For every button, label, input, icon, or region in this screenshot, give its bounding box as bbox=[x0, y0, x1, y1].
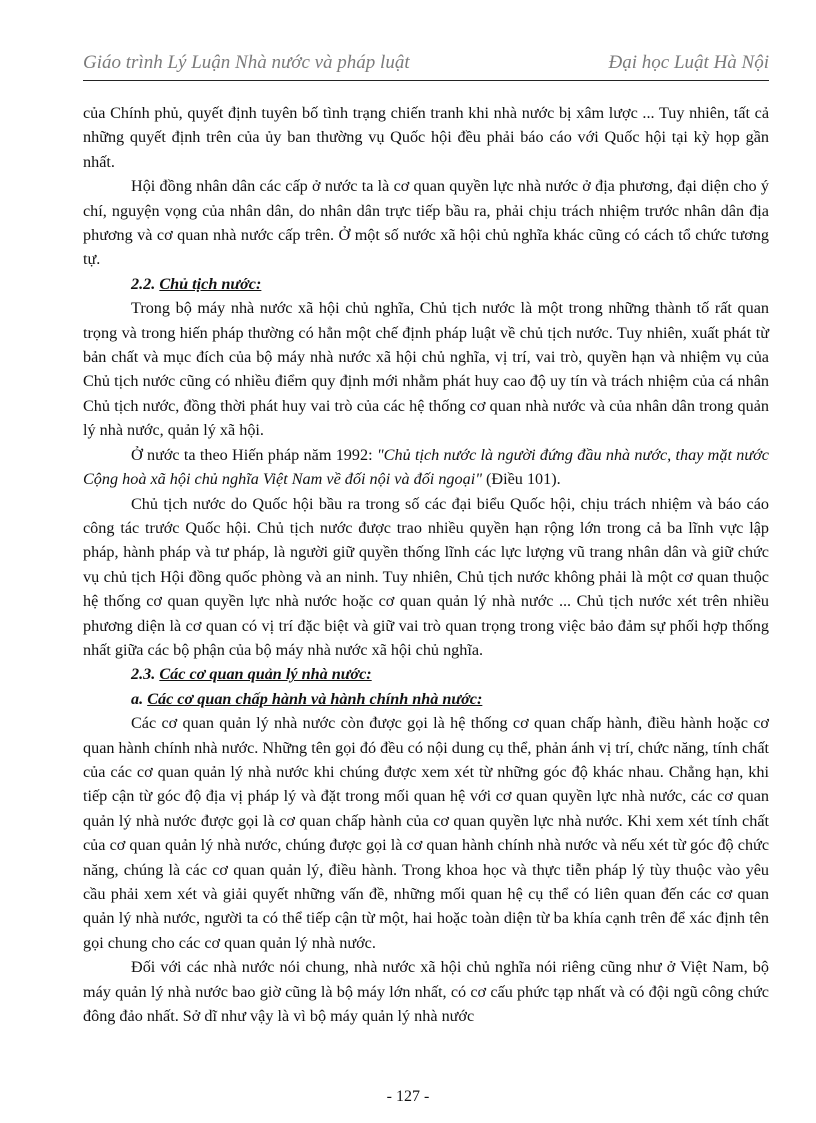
heading-2-3-title: Các cơ quan quản lý nhà nước: bbox=[159, 665, 372, 684]
paragraph-3: Trong bộ máy nhà nước xã hội chủ nghĩa, Chủ tịch nước là một trong những thành tố rất quan trọng và trong hiến pháp thường có hẳn một chế định pháp luật về chủ tịch nước. Tuy nhiên, xuất phát từ bản chất và mục đích của bộ máy nhà nước xã hội chủ nghĩa, vị trí, vai trò, quyền hạn và nhiệm vụ của Chủ tịch nước cũng có nhiều điểm quy định mới nhằm phát huy cao độ uy tín và trách nhiệm của cá nhân Chủ tịch nước, đồng thời phát huy vai trò của các hệ thống cơ quan nhà nước và của nhân dân trong quản lý nhà nước, quản lý xã hội. bbox=[83, 299, 769, 440]
heading-a-title: Các cơ quan chấp hành và hành chính nhà nước: bbox=[147, 689, 483, 708]
paragraph-4-start: Ở nước ta theo Hiến pháp năm 1992: bbox=[131, 445, 377, 464]
running-header bbox=[83, 52, 769, 80]
header-university: Đại học Luật Hà Nội bbox=[608, 52, 769, 73]
paragraph-4-end: (Điều 101). bbox=[482, 470, 561, 489]
heading-2-2-title: Chủ tịch nước: bbox=[159, 274, 262, 293]
heading-2-3 bbox=[83, 662, 769, 686]
heading-2-2-number: 2.2. bbox=[131, 274, 156, 293]
header-course-title: Giáo trình Lý Luận Nhà nước và pháp luật bbox=[83, 52, 410, 73]
constitution-quote: "Chủ tịch nước là người đứng đầu nhà nước, thay mặt nước Cộng hoà xã hội chủ nghĩa Việt Nam về đối nội và đối ngoại" bbox=[83, 445, 769, 489]
paragraph-2: Hội đồng nhân dân các cấp ở nước ta là cơ quan quyền lực nhà nước ở địa phương, đại diện cho ý chí, nguyện vọng của nhân dân, do nhân dân trực tiếp bầu ra, phải chịu trách nhiệm trước nhân dân địa phương và cơ quan nhà nước cấp trên. Ở một số nước xã hội chủ nghĩa khác cũng có cách tổ chức tương tự. bbox=[83, 177, 769, 269]
paragraph-4 bbox=[83, 443, 769, 492]
page-body bbox=[83, 101, 769, 1028]
heading-a-number: a. bbox=[131, 689, 144, 708]
heading-a bbox=[83, 687, 769, 711]
paragraph-6: Các cơ quan quản lý nhà nước còn được gọi là hệ thống cơ quan chấp hành, điều hành hoặc cơ quan hành chính nhà nước. Những tên gọi đó đều có nội dung cụ thể, phản ánh vị trí, chức năng, tính chất của các cơ quan quản lý nhà nước khi chúng được xem xét từ những góc độ khác nhau. Chẳng hạn, khi tiếp cận từ góc độ địa vị pháp lý và đặt trong mối quan hệ với cơ quan quyền lực nhà nước, các cơ quan quản lý nhà nước được gọi là cơ quan chấp hành của cơ quan quyền lực nhà nước. Khi xem xét tính chất của cơ quan quản lý nhà nước, chúng được gọi là cơ quan hành chính nhà nước và nếu xét từ góc độ chức năng, chúng là các cơ quan quản lý, điều hành. Trong khoa học và thực tiễn pháp lý tùy thuộc vào yêu cầu phải xem xét và giải quyết những vấn đề, những mối quan hệ cụ thể có liên quan đến các cơ quan quản lý nhà nước, người ta có thể tiếp cận từ một, hai hoặc toàn diện từ ba khía cạnh trên để xác định tên gọi chung cho các cơ quan quản lý nhà nước. bbox=[83, 714, 769, 952]
paragraph-7: Đối với các nhà nước nói chung, nhà nước xã hội chủ nghĩa nói riêng cũng như ở Việt Nam, bộ máy quản lý nhà nước bao giờ cũng là bộ máy lớn nhất, có cơ cấu phức tạp nhất và có đội ngũ công chức đông đảo nhất. Sở dĩ như vậy là vì bộ máy quản lý nhà nước bbox=[83, 958, 769, 1026]
paragraph-5: Chủ tịch nước do Quốc hội bầu ra trong số các đại biểu Quốc hội, chịu trách nhiệm và báo cáo công tác trước Quốc hội. Chủ tịch nước được trao nhiều quyền hạn rộng lớn trong cả ba lĩnh vực lập pháp, hành pháp và tư pháp, là người giữ quyền thống lĩnh các lực lượng vũ trang nhân dân và giữ chức vụ chủ tịch Hội đồng quốc phòng và an ninh. Tuy nhiên, Chủ tịch nước không phải là một cơ quan thuộc hệ thống cơ quan quyền lực nhà nước hoặc cơ quan quản lý nhà nước ... Chủ tịch nước xét trên nhiều phương diện là cơ quan có vị trí đặc biệt và giữ vai trò quan trọng trong việc bảo đảm sự phối hợp thống nhất giữa các bộ phận của bộ máy nhà nước xã hội chủ nghĩa. bbox=[83, 494, 769, 659]
paragraph-1: của Chính phủ, quyết định tuyên bố tình trạng chiến tranh khi nhà nước bị xâm lược ... Tuy nhiên, tất cả những quyết định trên của ủy ban thường vụ Quốc hội đều phải báo cáo với Quốc hội tại kỳ họp gần nhất. bbox=[83, 104, 769, 171]
header-divider bbox=[83, 80, 769, 81]
page-number: - 127 - bbox=[386, 1088, 430, 1105]
heading-2-3-number: 2.3. bbox=[131, 665, 156, 684]
heading-2-2 bbox=[83, 272, 769, 296]
